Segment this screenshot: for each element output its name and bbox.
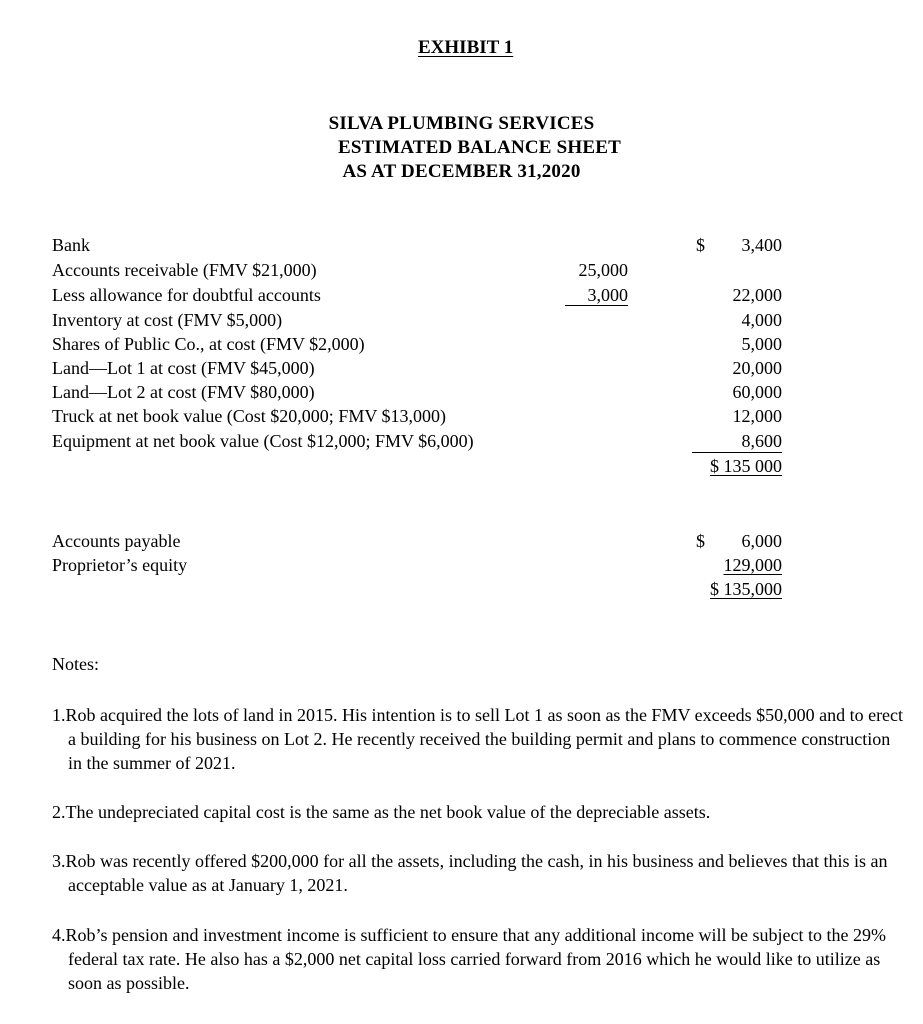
dollar-sign: $	[696, 531, 705, 551]
note-3: 3.Rob was recently offered $200,000 for all the assets, including the cash, in his business and believes that this is an acceptable value as at January 1, 2021.	[52, 851, 888, 895]
equity-label: Proprietor’s equity	[52, 555, 188, 575]
liabilities-total: $ 135,000	[710, 579, 782, 599]
asset-subamount: 3,000	[587, 285, 628, 305]
liability-label: Accounts payable	[52, 531, 181, 551]
asset-label: Less allowance for doubtful accounts	[52, 285, 321, 305]
asset-amount: 12,000	[732, 406, 782, 426]
assets-total: $ 135 000	[710, 456, 782, 476]
asset-subamount: 25,000	[578, 260, 628, 280]
note-4: 4.Rob’s pension and investment income is sufficient to ensure that any additional income will be subject to the 29% federal tax rate. He also has a $2,000 net capital loss carried forward from 2016 which he would like to utilize as soon as possible.	[52, 925, 887, 993]
asset-label: Shares of Public Co., at cost (FMV $2,000)	[52, 334, 365, 354]
asset-label: Land—Lot 2 at cost (FMV $80,000)	[52, 382, 315, 402]
asset-amount: 8,600	[741, 431, 782, 451]
notes-heading: Notes:	[52, 654, 99, 674]
asset-label: Land—Lot 1 at cost (FMV $45,000)	[52, 358, 315, 378]
equity-amount: 129,000	[723, 555, 782, 575]
note-1: 1.Rob acquired the lots of land in 2015. His intention is to sell Lot 1 as soon as the FMV exceeds $50,000 and to erect a building for his business on Lot 2. He recently received the building permit and plans to commence construction in the summer of 2021.	[52, 705, 904, 773]
asset-label: Inventory at cost (FMV $5,000)	[52, 310, 283, 330]
subtotal-underline	[565, 305, 628, 306]
dollar-sign: $	[696, 235, 705, 255]
exhibit-title: EXHIBIT 1	[418, 37, 514, 58]
note-2: 2.The undepreciated capital cost is the same as the net book value of the depreciable assets.	[52, 802, 711, 822]
asset-amount: 3,400	[741, 235, 782, 255]
asset-amount: 20,000	[732, 358, 782, 378]
liability-amount: 6,000	[741, 531, 782, 551]
asset-label: Equipment at net book value (Cost $12,000; FMV $6,000)	[52, 431, 474, 451]
amount-underline	[692, 452, 782, 453]
asset-label: Accounts receivable (FMV $21,000)	[52, 260, 317, 280]
asset-amount: 22,000	[732, 285, 782, 305]
asset-amount: 60,000	[732, 382, 782, 402]
asset-label: Bank	[52, 235, 90, 255]
statement-date: AS AT DECEMBER 31,2020	[342, 161, 581, 182]
company-name: SILVA PLUMBING SERVICES	[328, 113, 595, 134]
asset-amount: 5,000	[741, 334, 782, 354]
asset-amount: 4,000	[741, 310, 782, 330]
asset-label: Truck at net book value (Cost $20,000; FMV $13,000)	[52, 406, 446, 426]
statement-name: ESTIMATED BALANCE SHEET	[338, 137, 621, 158]
